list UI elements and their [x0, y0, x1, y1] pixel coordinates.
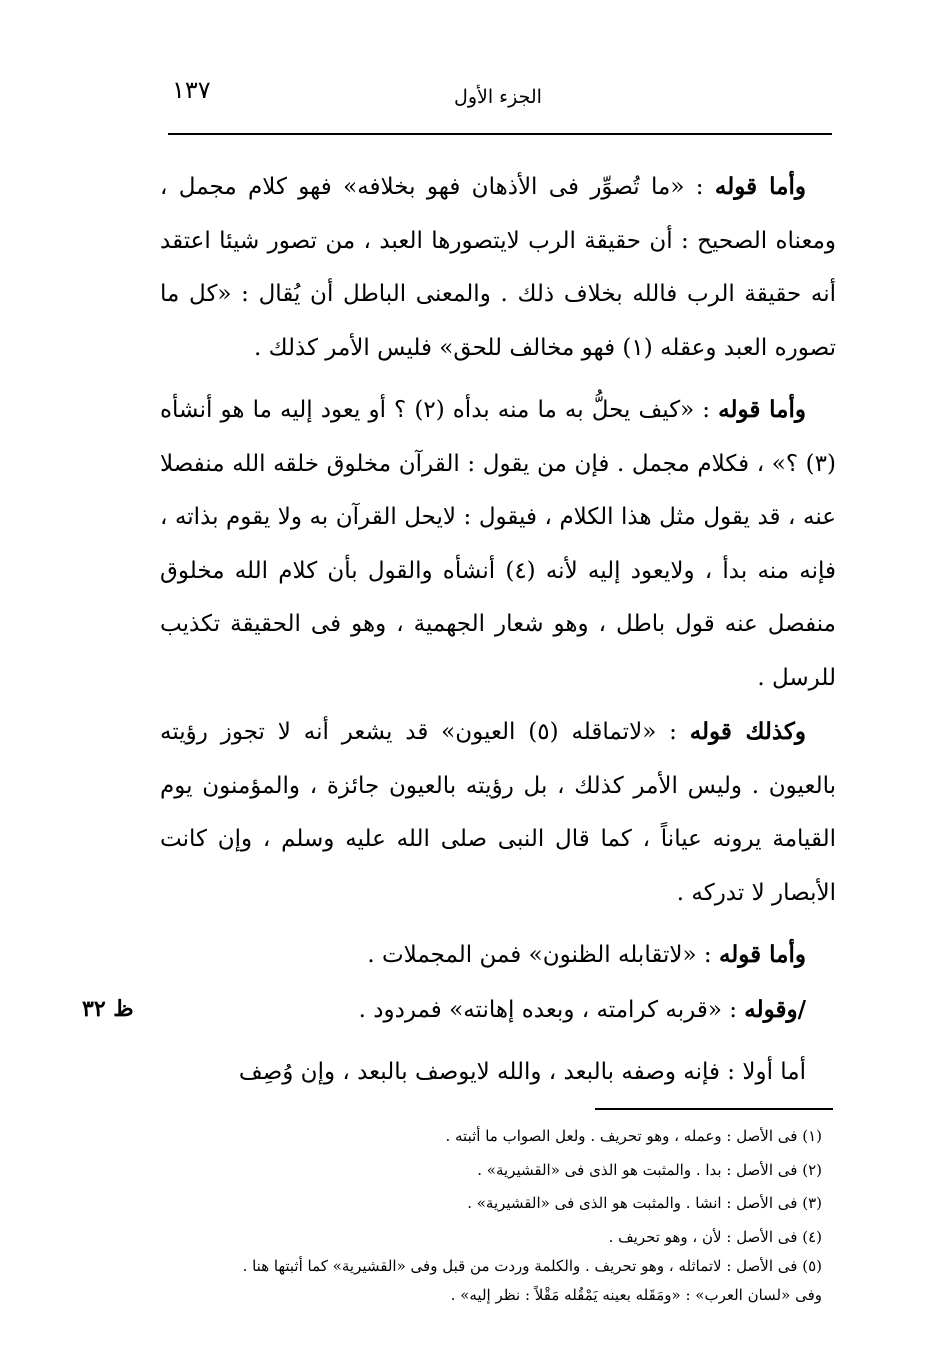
running-title: الجزء الأول	[454, 86, 542, 108]
footnote: (٣) فى الأصل : انشا . والمثبت هو الذى فى «القشيرية» .	[467, 1194, 822, 1212]
paragraph-text: أما أولا : فإنه وصفه بالبعد ، والله لايوصف بالبعد ، وإن وُصِف	[238, 1059, 806, 1085]
paragraph-text: : «قربه كرامته ، وبعده إهانته» فمردود .	[358, 996, 745, 1023]
paragraph	[160, 983, 836, 1038]
footnote: (٤) فى الأصل : لأن ، وهو تحريف .	[608, 1227, 822, 1246]
paragraph	[160, 160, 836, 375]
paragraph-lead: وأما قوله	[718, 941, 806, 968]
paragraph-text: : «ما تُصوِّر فى الأذهان فهو بخلافه» فهو كلام مجمل ، ومعناه الصحيح : أن حقيقة الرب لايتصورها العبد ، من تصور شيئا اعتقد أنه حقيقة الرب فالله بخلاف ذلك . والمعنى الباطل أن يُقال : «كل ما تصوره العبد وعقله (١) فهو مخالف للحق» فليس الأمر كذلك .	[160, 174, 836, 361]
footnote: (٢) فى الأصل : بدا . والمثبت هو الذى فى «القشيرية» .	[477, 1160, 822, 1179]
page-header	[168, 72, 828, 112]
footnote: (٥) فى الأصل : لاتماثله ، وهو تحريف . والكلمة وردت من قبل وفى «القشيرية» كما أثبتها هنا .	[242, 1257, 822, 1275]
paragraph-text: : «لاتماقله (٥) العيون» قد يشعر أنه لا تجوز رؤيته بالعيون . وليس الأمر كذلك ، بل رؤيته بالعيون جائزة ، والمؤمنون يوم القيامة يرونه عياناً ، كما قال النبى صلى الله عليه وسلم ، وإن كانت الأبصار لا تدركه .	[160, 719, 836, 906]
paragraph-lead: وأما قوله	[714, 173, 806, 200]
footnotes	[150, 1120, 822, 1308]
paragraph	[160, 1045, 836, 1100]
header-rule	[168, 133, 832, 135]
paragraph	[160, 928, 836, 983]
paragraph	[160, 705, 836, 920]
footnote: (١) فى الأصل : وعمله ، وهو تحريف . ولعل الصواب ما أثبته .	[445, 1127, 822, 1145]
paragraph-text: : «لاتقابله الظنون» فمن المجملات .	[367, 942, 719, 968]
paragraph-lead: وكذلك قوله	[689, 718, 806, 745]
page-number: ١٣٧	[172, 76, 211, 104]
footnote-rule	[595, 1108, 833, 1110]
body-text	[160, 160, 836, 1100]
margin-note: ظ ٣٢	[82, 996, 134, 1022]
paragraph-text: : «كيف يحلُّ به ما منه بدأه (٢) ؟ أو يعود إليه ما هو أنشأه (٣) ؟» ، فكلام مجمل . فإن من يقول : القرآن مخلوق خلقه الله منفصلا عنه ، قد يقول مثل هذا الكلام ، فيقول : لايحل القرآن به ولا يقوم بذاته ، فإنه منه بدأ ، ولايعود إليه لأنه (٤) أنشأه والقول بأن كلام الله مخلوق منفصل عنه قول باطل ، وهو شعار الجهمية ، وهو فى الحقيقة تكذيب للرسل .	[160, 397, 836, 691]
paragraph	[160, 383, 836, 705]
paragraph-lead: /وقوله	[744, 995, 806, 1023]
paragraph-lead: وأما قوله	[718, 396, 806, 423]
footnote-continuation: وفى «لسان العرب» : «ومَقَله بعينه يَمْقُله مَقْلاً : نظر إليه» .	[450, 1286, 822, 1304]
